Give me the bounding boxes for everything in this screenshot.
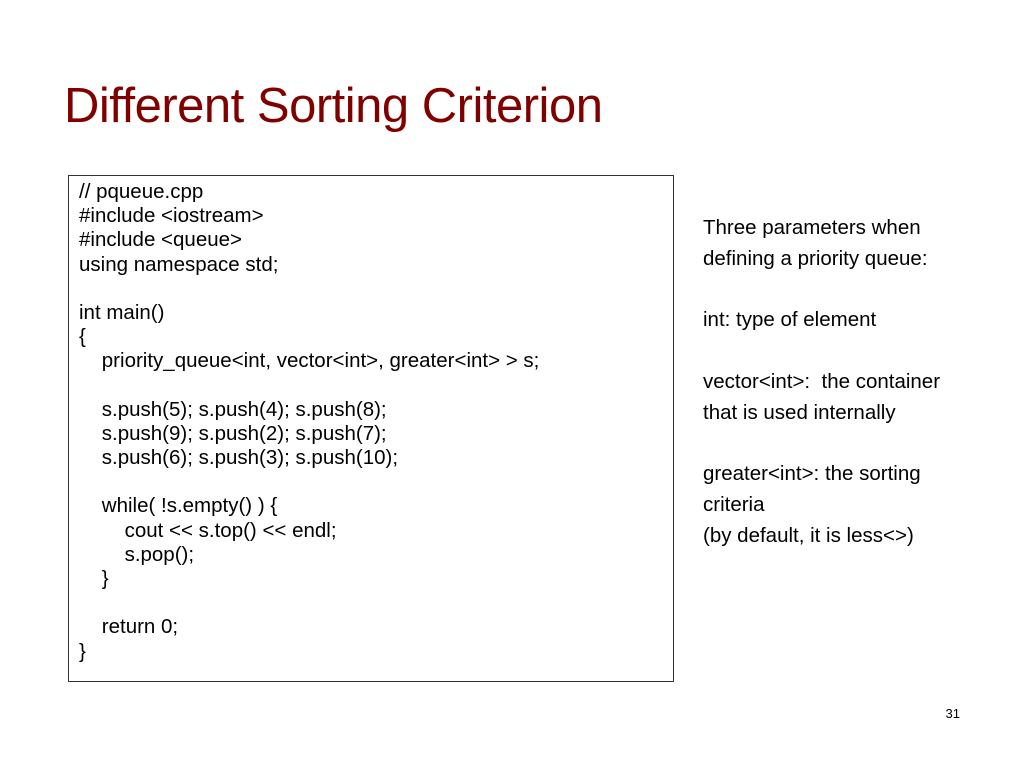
note-line [703,275,1013,306]
code-line: return 0; [79,615,179,639]
code-line: s.push(6); s.push(3); s.push(10); [79,446,399,470]
code-line: { [79,325,86,349]
note-line: criteria [703,493,765,517]
note-line: greater<int>: the sorting [703,462,921,486]
code-line: } [79,639,86,663]
code-line: s.push(5); s.push(4); s.push(8); [79,397,387,421]
code-line: while( !s.empty() ) { [79,494,278,518]
note-line: vector<int>: the container [703,369,941,393]
slide-title: Different Sorting Criterion [64,79,603,133]
note-line: (by default, it is less<>) [703,523,914,547]
code-line: s.pop(); [79,542,195,566]
code-line [79,374,673,398]
note-line: int: type of element [703,308,877,332]
code-line: // pqueue.cpp [79,180,204,203]
code-line: #include <queue> [79,228,243,252]
code-line: cout << s.top() << endl; [79,518,337,542]
code-line: s.push(9); s.push(2); s.push(7); [79,421,387,445]
code-line: #include <iostream> [79,204,264,228]
code-line: priority_queue<int, vector<int>, greater<int> > s; [79,349,540,373]
code-line: using namespace std; [79,252,279,276]
code-line [79,277,673,301]
code-line [79,470,673,494]
slide-number: 31 [945,706,960,721]
note-line: that is used internally [703,400,896,424]
side-notes [703,213,1013,552]
note-line: defining a priority queue: [703,246,928,270]
note-line [703,336,1013,367]
note-line [703,429,1013,460]
code-listing-box [68,175,674,682]
code-line: int main() [79,300,165,324]
note-line: Three parameters when [703,216,921,239]
code-line: } [79,567,109,590]
code-line [79,591,673,615]
